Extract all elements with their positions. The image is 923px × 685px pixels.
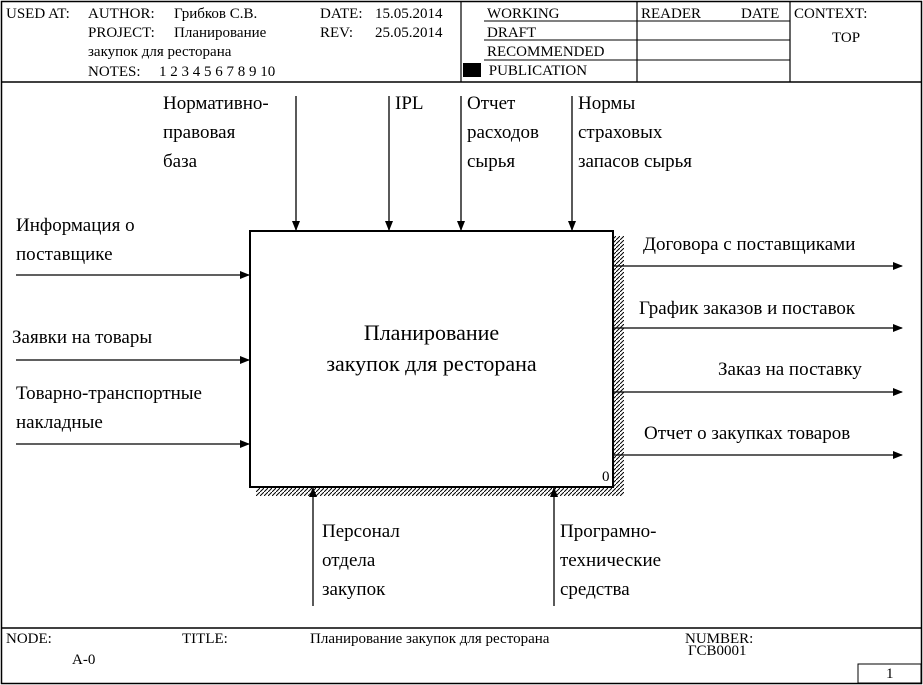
author-label: AUTHOR:: [88, 6, 155, 22]
used-at-label: USED AT:: [6, 6, 70, 22]
reader-date-label: DATE: [741, 6, 780, 22]
control-label-1: Нормативно- правовая база: [163, 93, 269, 172]
activity-number: 0: [602, 469, 610, 485]
node-label: NODE:: [6, 631, 52, 647]
page-number: 1: [886, 666, 894, 682]
output-label-2: График заказов и поставок: [639, 298, 856, 319]
input-label-1: Информация о поставщике: [16, 215, 135, 265]
project-line1: Планирование: [174, 25, 267, 41]
input-label-3: Товарно-транспортные накладные: [16, 383, 202, 433]
publication-checkbox-icon: [463, 63, 481, 77]
rev-value: 25.05.2014: [375, 25, 443, 41]
control-label-2: IPL: [395, 93, 424, 114]
project-line2: закупок для ресторана: [88, 44, 232, 60]
input-label-2: Заявки на товары: [12, 327, 153, 348]
project-label: PROJECT:: [88, 25, 155, 41]
status-recommended: RECOMMENDED: [487, 44, 605, 60]
status-working: WORKING: [487, 6, 560, 22]
output-label-3: Заказ на поставку: [718, 359, 862, 380]
status-publication-row: [463, 63, 587, 79]
status-draft: DRAFT: [487, 25, 537, 41]
mechanism-label-2: Програмно- технические средства: [560, 521, 662, 600]
notes-numbers: 1 2 3 4 5 6 7 8 9 10: [159, 64, 276, 80]
date-label: DATE:: [320, 6, 363, 22]
output-label-4: Отчет о закупках товаров: [644, 423, 851, 444]
control-label-3: Отчет расходов сырья: [467, 93, 539, 172]
control-label-4: Нормы страховых запасов сырья: [578, 93, 693, 172]
context-value: TOP: [832, 30, 861, 46]
date-value: 15.05.2014: [375, 6, 443, 22]
title-label: TITLE:: [182, 631, 228, 647]
reader-label: READER: [641, 6, 701, 22]
mechanism-label-1: Персонал отдела закупок: [322, 521, 400, 600]
number-label: NUMBER:: [685, 631, 754, 647]
title-value: Планирование закупок для ресторана: [310, 631, 550, 647]
status-publication: PUBLICATION: [488, 63, 588, 79]
output-label-1: Договора с поставщиками: [643, 234, 856, 255]
notes-label: NOTES:: [88, 64, 141, 80]
context-label: CONTEXT:: [794, 6, 868, 22]
node-value: A-0: [72, 652, 96, 668]
author-value: Грибков С.В.: [174, 6, 258, 22]
activity-title: Планирование закупок для ресторана: [326, 320, 537, 376]
number-value: ГСВ0001: [688, 643, 747, 659]
rev-label: REV:: [320, 25, 354, 41]
